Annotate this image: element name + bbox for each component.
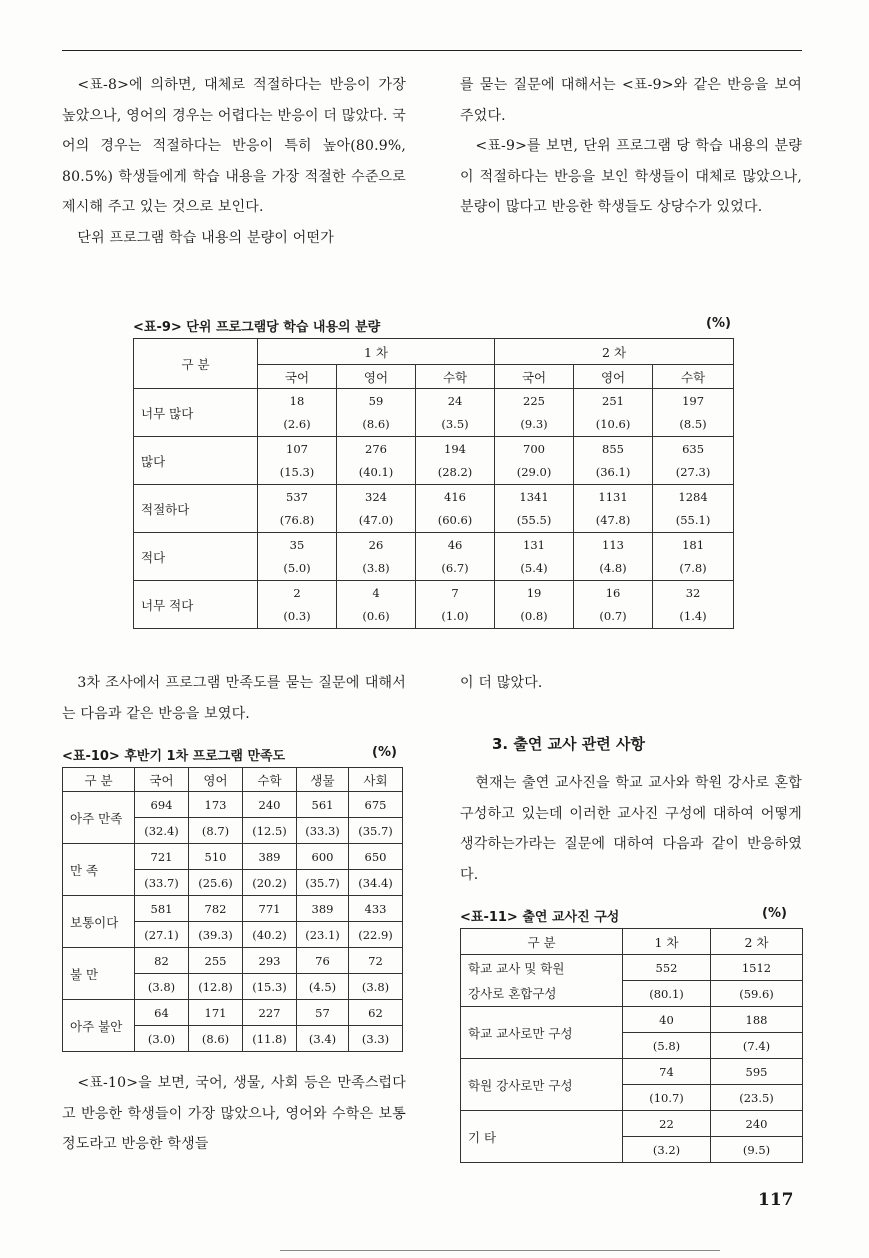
table11-count-cell: 240 xyxy=(711,1111,803,1137)
table9-percent-cell: (9.3) xyxy=(495,413,574,437)
table9-percent-cell: (47.0) xyxy=(337,509,416,533)
table10-count-cell: 771 xyxy=(243,896,297,922)
table9-count-cell: 1284 xyxy=(653,485,734,509)
table10-subject-header: 국어 xyxy=(135,768,189,792)
table-row xyxy=(461,955,803,981)
table9-count-cell: 700 xyxy=(495,437,574,461)
table9-percent-cell: (0.8) xyxy=(495,605,574,629)
table9-count-cell: 855 xyxy=(574,437,653,461)
table9-percent-cell: (7.8) xyxy=(653,557,734,581)
table10-percent-cell: (22.9) xyxy=(349,922,403,948)
table11-count-cell: 40 xyxy=(623,1007,711,1033)
table9-count-cell: 59 xyxy=(337,389,416,413)
table11-row-label: 강사로 혼합구성 xyxy=(461,981,623,1007)
table-row xyxy=(63,896,403,922)
table9-percent-cell: (27.3) xyxy=(653,461,734,485)
left-mid-column xyxy=(62,668,406,729)
table9-percent-cell: (5.4) xyxy=(495,557,574,581)
paragraph: <표-9>를 보면, 단위 프로그램 당 학습 내용의 분량이 적절하다는 반응을 보인 학생들이 대체로 많았으나, 분량이 많다고 반응한 학생들도 상당수가 있었다. xyxy=(460,138,802,215)
table10-caption: <표-10> 후반기 1차 프로그램 만족도 xyxy=(62,749,286,764)
table10-percent-cell: (32.4) xyxy=(135,818,189,844)
table10-count-cell: 581 xyxy=(135,896,189,922)
table10-row-label: 만 족 xyxy=(63,844,135,896)
table11-count-cell: 552 xyxy=(623,955,711,981)
table11-unit: (%) xyxy=(762,906,787,921)
table11-count-cell: 188 xyxy=(711,1007,803,1033)
table10-count-cell: 561 xyxy=(297,792,349,818)
paragraph: 현재는 출연 교사진을 학교 교사와 학원 강사로 혼합 구성하고 있는데 이러한 교사진 구성에 대하여 어떻게 생각하는가라는 질문에 대하여 다음과 같이 반응하였다. xyxy=(460,775,802,883)
table10-row-label: 보통이다 xyxy=(63,896,135,948)
table10-unit: (%) xyxy=(372,745,397,760)
table9-subject-header: 국어 xyxy=(495,365,574,389)
table9-count-cell: 32 xyxy=(653,581,734,605)
table10-percent-cell: (23.1) xyxy=(297,922,349,948)
table9-count-cell: 2 xyxy=(258,581,337,605)
table9-count-cell: 537 xyxy=(258,485,337,509)
table10-count-cell: 171 xyxy=(189,1000,243,1026)
paragraph: <표-8>에 의하면, 대체로 적절하다는 반응이 가장 높았으나, 영어의 경우는 어렵다는 반응이 더 많았다. 국어의 경우는 적절하다는 반응이 특히 높아(80.9%, 80.5%) 학생들에게 학습 내용을 가장 적절한 수준으로 제시해 주고 있는 것으로 보인다. xyxy=(62,77,406,215)
table9-row-label: 적절하다 xyxy=(134,485,258,533)
table10-subject-header: 사회 xyxy=(349,768,403,792)
table10-count-cell: 76 xyxy=(297,948,349,974)
table11-count-cell: 22 xyxy=(623,1111,711,1137)
table9-percent-cell: (8.5) xyxy=(653,413,734,437)
table10-count-cell: 650 xyxy=(349,844,403,870)
table9 xyxy=(133,338,734,629)
table9-count-cell: 35 xyxy=(258,533,337,557)
table11-caption: <표-11> 출연 교사진 구성 xyxy=(460,910,620,925)
page-number: 117 xyxy=(758,1190,794,1210)
table9-percent-cell: (47.8) xyxy=(574,509,653,533)
table9-corner: 구 분 xyxy=(134,339,258,389)
table9-count-cell: 16 xyxy=(574,581,653,605)
table9-percent-cell: (0.3) xyxy=(258,605,337,629)
table9-count-cell: 18 xyxy=(258,389,337,413)
table11-row-label: 학원 강사로만 구성 xyxy=(461,1059,623,1111)
table9-count-cell: 7 xyxy=(416,581,495,605)
table10-count-cell: 600 xyxy=(297,844,349,870)
table9-percent-cell: (6.7) xyxy=(416,557,495,581)
table10-count-cell: 389 xyxy=(243,844,297,870)
table9-row-label: 적다 xyxy=(134,533,258,581)
table11-percent-cell: (80.1) xyxy=(623,981,711,1007)
table9-percent-cell: (3.5) xyxy=(416,413,495,437)
table-row xyxy=(63,844,403,870)
top-rule xyxy=(62,50,802,51)
table11-percent-cell: (59.6) xyxy=(711,981,803,1007)
table10-row-label: 불 만 xyxy=(63,948,135,1000)
table11-group-header: 1 차 xyxy=(623,929,711,955)
bottom-rule xyxy=(280,1250,720,1251)
table9-percent-cell: (55.5) xyxy=(495,509,574,533)
table10-percent-cell: (35.7) xyxy=(349,818,403,844)
paragraph: <표-10>을 보면, 국어, 생물, 사회 등은 만족스럽다고 반응한 학생들이 가장 많았으나, 영어와 수학은 보통 정도라고 반응한 학생들 xyxy=(62,1075,406,1152)
table9-count-cell: 225 xyxy=(495,389,574,413)
table-row xyxy=(461,1059,803,1085)
table-row xyxy=(63,792,403,818)
table10-percent-cell: (27.1) xyxy=(135,922,189,948)
table10-subject-header: 수학 xyxy=(243,768,297,792)
table9-percent-cell: (15.3) xyxy=(258,461,337,485)
table10-subject-header: 생물 xyxy=(297,768,349,792)
table9-percent-cell: (28.2) xyxy=(416,461,495,485)
table9-count-cell: 635 xyxy=(653,437,734,461)
table-row xyxy=(134,437,734,461)
table-row xyxy=(461,981,803,1007)
table10-percent-cell: (34.4) xyxy=(349,870,403,896)
table9-count-cell: 276 xyxy=(337,437,416,461)
table11-percent-cell: (3.2) xyxy=(623,1137,711,1163)
table10-count-cell: 255 xyxy=(189,948,243,974)
table9-row-label: 많다 xyxy=(134,437,258,485)
table11-percent-cell: (23.5) xyxy=(711,1085,803,1111)
table10-count-cell: 62 xyxy=(349,1000,403,1026)
table9-percent-cell: (29.0) xyxy=(495,461,574,485)
table9-unit: (%) xyxy=(706,316,731,331)
table-row xyxy=(461,1111,803,1137)
table10-percent-cell: (8.7) xyxy=(189,818,243,844)
table9-count-cell: 24 xyxy=(416,389,495,413)
section3-body xyxy=(460,768,802,890)
table11-percent-cell: (10.7) xyxy=(623,1085,711,1111)
table10-percent-cell: (33.3) xyxy=(297,818,349,844)
table11-group-header: 2 차 xyxy=(711,929,803,955)
table10-count-cell: 389 xyxy=(297,896,349,922)
paragraph: 3차 조사에서 프로그램 만족도를 묻는 질문에 대해서는 다음과 같은 반응을 보였다. xyxy=(62,675,406,722)
table10-count-cell: 227 xyxy=(243,1000,297,1026)
table11-count-cell: 1512 xyxy=(711,955,803,981)
table11-percent-cell: (9.5) xyxy=(711,1137,803,1163)
table10-count-cell: 675 xyxy=(349,792,403,818)
table10-percent-cell: (15.3) xyxy=(243,974,297,1000)
table9-percent-cell: (36.1) xyxy=(574,461,653,485)
table9-caption: <표-9> 단위 프로그램당 학습 내용의 분량 xyxy=(133,320,381,335)
table10-percent-cell: (39.3) xyxy=(189,922,243,948)
table10-count-cell: 721 xyxy=(135,844,189,870)
table9-percent-cell: (4.8) xyxy=(574,557,653,581)
table10-percent-cell: (25.6) xyxy=(189,870,243,896)
table11-percent-cell: (7.4) xyxy=(711,1033,803,1059)
table11-count-cell: 74 xyxy=(623,1059,711,1085)
table9-percent-cell: (2.6) xyxy=(258,413,337,437)
table9-count-cell: 416 xyxy=(416,485,495,509)
table10-percent-cell: (3.3) xyxy=(349,1026,403,1052)
table10-count-cell: 82 xyxy=(135,948,189,974)
table9-percent-cell: (40.1) xyxy=(337,461,416,485)
table9-count-cell: 46 xyxy=(416,533,495,557)
table-row xyxy=(461,1007,803,1033)
table10-count-cell: 433 xyxy=(349,896,403,922)
table-row xyxy=(134,485,734,509)
table9-percent-cell: (0.7) xyxy=(574,605,653,629)
table11 xyxy=(460,928,803,1163)
table10-percent-cell: (8.6) xyxy=(189,1026,243,1052)
table10-count-cell: 694 xyxy=(135,792,189,818)
table10-percent-cell: (40.2) xyxy=(243,922,297,948)
table10-count-cell: 173 xyxy=(189,792,243,818)
table9-subject-header: 영어 xyxy=(574,365,653,389)
table10-corner: 구 분 xyxy=(63,768,135,792)
table10-count-cell: 240 xyxy=(243,792,297,818)
table10-percent-cell: (3.8) xyxy=(349,974,403,1000)
table9-percent-cell: (3.8) xyxy=(337,557,416,581)
table10-count-cell: 782 xyxy=(189,896,243,922)
table9-count-cell: 19 xyxy=(495,581,574,605)
table9-percent-cell: (10.6) xyxy=(574,413,653,437)
table9-subject-header: 국어 xyxy=(258,365,337,389)
table10-percent-cell: (3.4) xyxy=(297,1026,349,1052)
table9-percent-cell: (8.6) xyxy=(337,413,416,437)
table9-percent-cell: (0.6) xyxy=(337,605,416,629)
table10-percent-cell: (12.8) xyxy=(189,974,243,1000)
table10-percent-cell: (11.8) xyxy=(243,1026,297,1052)
table10-count-cell: 57 xyxy=(297,1000,349,1026)
table9-subject-header: 수학 xyxy=(653,365,734,389)
table-row xyxy=(134,533,734,557)
table9-count-cell: 1131 xyxy=(574,485,653,509)
table9-count-cell: 26 xyxy=(337,533,416,557)
table10-percent-cell: (3.8) xyxy=(135,974,189,1000)
table9-count-cell: 107 xyxy=(258,437,337,461)
table11-corner: 구 분 xyxy=(461,929,623,955)
table9-group-header: 1 차 xyxy=(258,339,495,365)
table11-row-label: 기 타 xyxy=(461,1111,623,1163)
table9-count-cell: 131 xyxy=(495,533,574,557)
table9-subject-header: 영어 xyxy=(337,365,416,389)
table9-count-cell: 181 xyxy=(653,533,734,557)
table9-count-cell: 4 xyxy=(337,581,416,605)
table10-row-label: 아주 만족 xyxy=(63,792,135,844)
table10 xyxy=(62,767,403,1052)
table11-row-label: 학교 교사 및 학원 xyxy=(461,955,623,981)
table9-group-header: 2 차 xyxy=(495,339,734,365)
table9-percent-cell: (1.0) xyxy=(416,605,495,629)
table10-percent-cell: (20.2) xyxy=(243,870,297,896)
table10-count-cell: 510 xyxy=(189,844,243,870)
table9-percent-cell: (60.6) xyxy=(416,509,495,533)
table10-percent-cell: (12.5) xyxy=(243,818,297,844)
table9-row-label: 너무 많다 xyxy=(134,389,258,437)
table10-count-cell: 293 xyxy=(243,948,297,974)
table11-percent-cell: (5.8) xyxy=(623,1033,711,1059)
table9-count-cell: 197 xyxy=(653,389,734,413)
left-top-column xyxy=(62,70,406,253)
table10-percent-cell: (4.5) xyxy=(297,974,349,1000)
table9-count-cell: 194 xyxy=(416,437,495,461)
table9-count-cell: 1341 xyxy=(495,485,574,509)
table9-row-label: 너무 적다 xyxy=(134,581,258,629)
table9-count-cell: 324 xyxy=(337,485,416,509)
table11-count-cell: 595 xyxy=(711,1059,803,1085)
table9-percent-cell: (55.1) xyxy=(653,509,734,533)
table9-subject-header: 수학 xyxy=(416,365,495,389)
table10-percent-cell: (33.7) xyxy=(135,870,189,896)
right-mid-column xyxy=(460,668,802,699)
table-row xyxy=(134,581,734,605)
section3-heading: 3. 출연 교사 관련 사항 xyxy=(492,735,645,753)
table10-count-cell: 64 xyxy=(135,1000,189,1026)
paragraph: 이 더 많았다. xyxy=(460,675,543,691)
table10-percent-cell: (35.7) xyxy=(297,870,349,896)
table-row xyxy=(134,389,734,413)
right-top-column xyxy=(460,70,802,223)
table10-count-cell: 72 xyxy=(349,948,403,974)
table9-count-cell: 113 xyxy=(574,533,653,557)
paragraph: 단위 프로그램 학습 내용의 분량이 어떤가 xyxy=(77,229,334,246)
table-row xyxy=(63,948,403,974)
table10-subject-header: 영어 xyxy=(189,768,243,792)
table10-percent-cell: (3.0) xyxy=(135,1026,189,1052)
table10-row-label: 아주 불안 xyxy=(63,1000,135,1052)
table9-percent-cell: (5.0) xyxy=(258,557,337,581)
paragraph: 를 묻는 질문에 대해서는 <표-9>와 같은 반응을 보여 주었다. xyxy=(460,77,802,124)
table9-count-cell: 251 xyxy=(574,389,653,413)
table9-percent-cell: (1.4) xyxy=(653,605,734,629)
table-row xyxy=(63,1000,403,1026)
table9-percent-cell: (76.8) xyxy=(258,509,337,533)
left-bottom-column xyxy=(62,1068,406,1160)
table11-row-label: 학교 교사로만 구성 xyxy=(461,1007,623,1059)
